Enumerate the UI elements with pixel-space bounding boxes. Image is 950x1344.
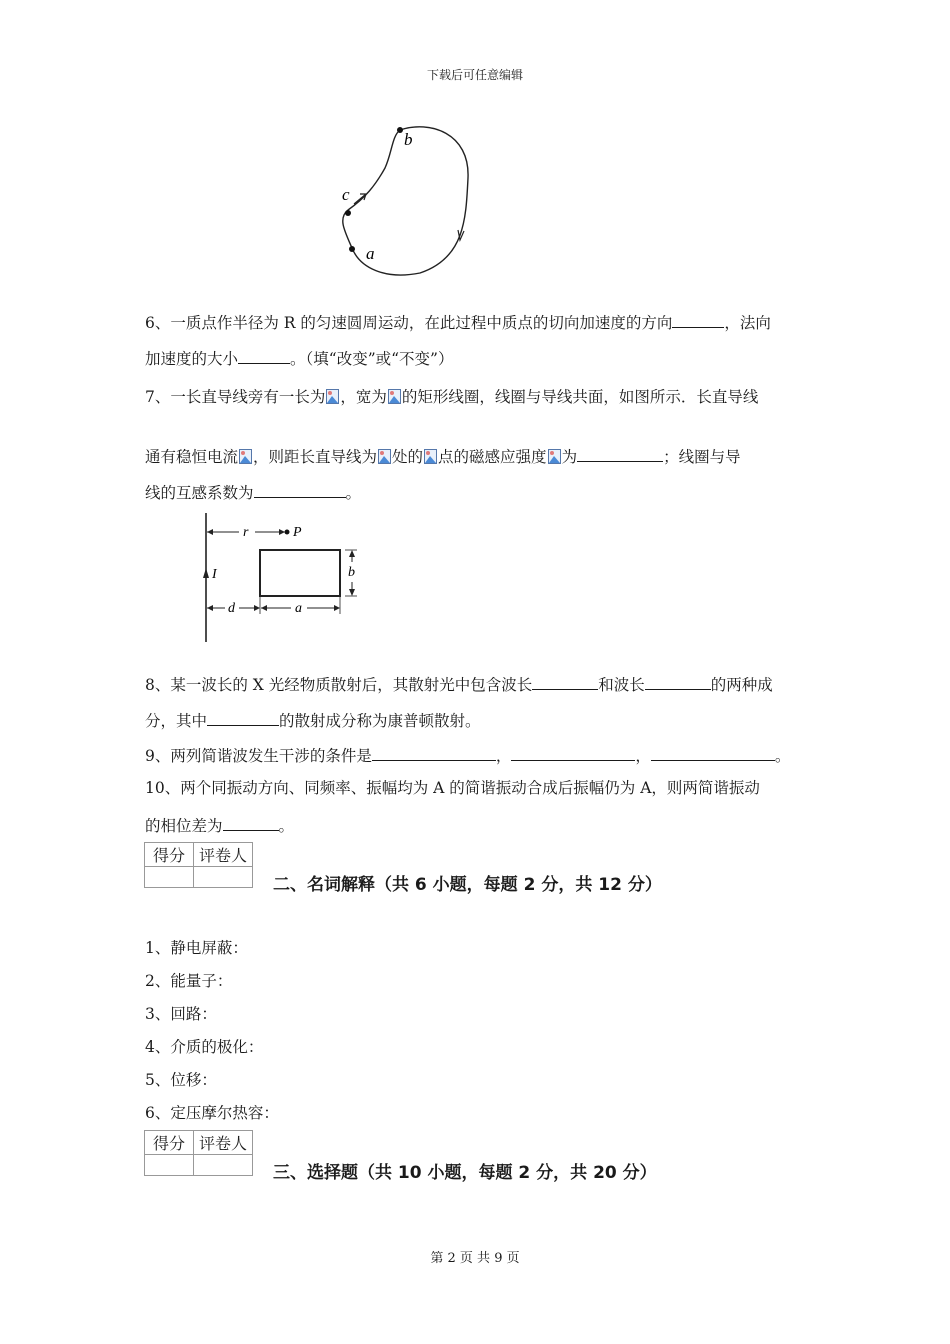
score-cell[interactable] [145, 1155, 194, 1176]
label-P: P [293, 525, 302, 540]
point-P [285, 530, 290, 535]
question-7-line2: 通有稳恒电流 ，则距长直导线为 处的 点的磁感应强度 为 ；线圈与导 [145, 448, 741, 466]
question-6-line2: 加速度的大小 。（填“改变”或“不变”） [145, 350, 454, 368]
answer-blank[interactable] [254, 482, 346, 498]
term-item: 3、回路： [145, 1005, 217, 1023]
term-item: 5、位移： [145, 1071, 217, 1089]
broken-image-icon [378, 449, 391, 464]
point-a [349, 246, 355, 252]
broken-image-icon [239, 449, 252, 464]
page-footer: 第 2 页 共 9 页 [430, 1251, 520, 1266]
label-d: d [228, 601, 235, 616]
question-7-line1: 7、一长直导线旁有一长为 ，宽为 的矩形线圈，线圈与导线共面，如图所示．长直导线 [145, 388, 759, 406]
rectangular-loop [260, 550, 340, 596]
label-a: a [295, 601, 302, 616]
answer-blank[interactable] [645, 674, 711, 690]
grader-cell[interactable] [194, 867, 253, 888]
answer-blank[interactable] [651, 745, 775, 761]
label-r: r [243, 525, 249, 540]
grader-header: 评卷人 [194, 1131, 253, 1155]
question-6-line1: 6、一质点作半径为 R 的匀速圆周运动，在此过程中质点的切向加速度的方向 ，法向 [145, 314, 771, 332]
loop-figure [330, 118, 480, 283]
label-b: b [348, 565, 355, 580]
grader-cell[interactable] [194, 1155, 253, 1176]
answer-blank[interactable] [672, 312, 724, 328]
broken-image-icon [424, 449, 437, 464]
score-header: 得分 [145, 843, 194, 867]
page-header: 下载后可任意编辑 [426, 68, 523, 82]
answer-blank[interactable] [372, 745, 496, 761]
label-a: a [366, 244, 375, 263]
answer-blank[interactable] [511, 745, 635, 761]
current-arrow [203, 568, 209, 578]
wire-loop-figure [195, 510, 375, 645]
label-I: I [212, 567, 217, 582]
point-b [397, 127, 403, 133]
arrow-c [354, 194, 366, 204]
answer-blank[interactable] [207, 710, 279, 726]
broken-image-icon [388, 389, 401, 404]
answer-blank[interactable] [577, 446, 663, 462]
question-9: 9、两列简谐波发生干涉的条件是 ， ， 。 [145, 747, 791, 765]
grader-header: 评卷人 [194, 843, 253, 867]
term-item: 2、能量子： [145, 972, 233, 990]
question-10-line1: 10、两个同振动方向、同频率、振幅均为 A 的简谐振动合成后振幅仍为 A，则两简谐振动 [145, 779, 760, 797]
answer-blank[interactable] [223, 815, 279, 831]
score-table [144, 1130, 253, 1176]
answer-blank[interactable] [238, 348, 290, 364]
point-c [345, 210, 351, 216]
question-8-line2: 分，其中 的散射成分称为康普顿散射。 [145, 712, 481, 730]
score-cell[interactable] [145, 867, 194, 888]
section-2-title: 二、名词解释（共 6 小题，每题 2 分，共 12 分） [273, 875, 662, 895]
score-header: 得分 [145, 1131, 194, 1155]
broken-image-icon [548, 449, 561, 464]
label-b: b [404, 130, 413, 149]
section-3-title: 三、选择题（共 10 小题，每题 2 分，共 20 分） [273, 1163, 657, 1183]
broken-image-icon [326, 389, 339, 404]
answer-blank[interactable] [532, 674, 598, 690]
label-c: c [342, 185, 350, 204]
question-7-line3: 线的互感系数为 。 [145, 484, 362, 502]
term-item: 1、静电屏蔽： [145, 939, 248, 957]
score-table [144, 842, 253, 888]
question-8-line1: 8、某一波长的 X 光经物质散射后，其散射光中包含波长 和波长 的两种成 [145, 676, 773, 694]
loop-curve [343, 127, 468, 275]
question-10-line2: 的相位差为 。 [145, 817, 295, 835]
term-item: 4、介质的极化： [145, 1038, 264, 1056]
term-item: 6、定压摩尔热容： [145, 1104, 279, 1122]
